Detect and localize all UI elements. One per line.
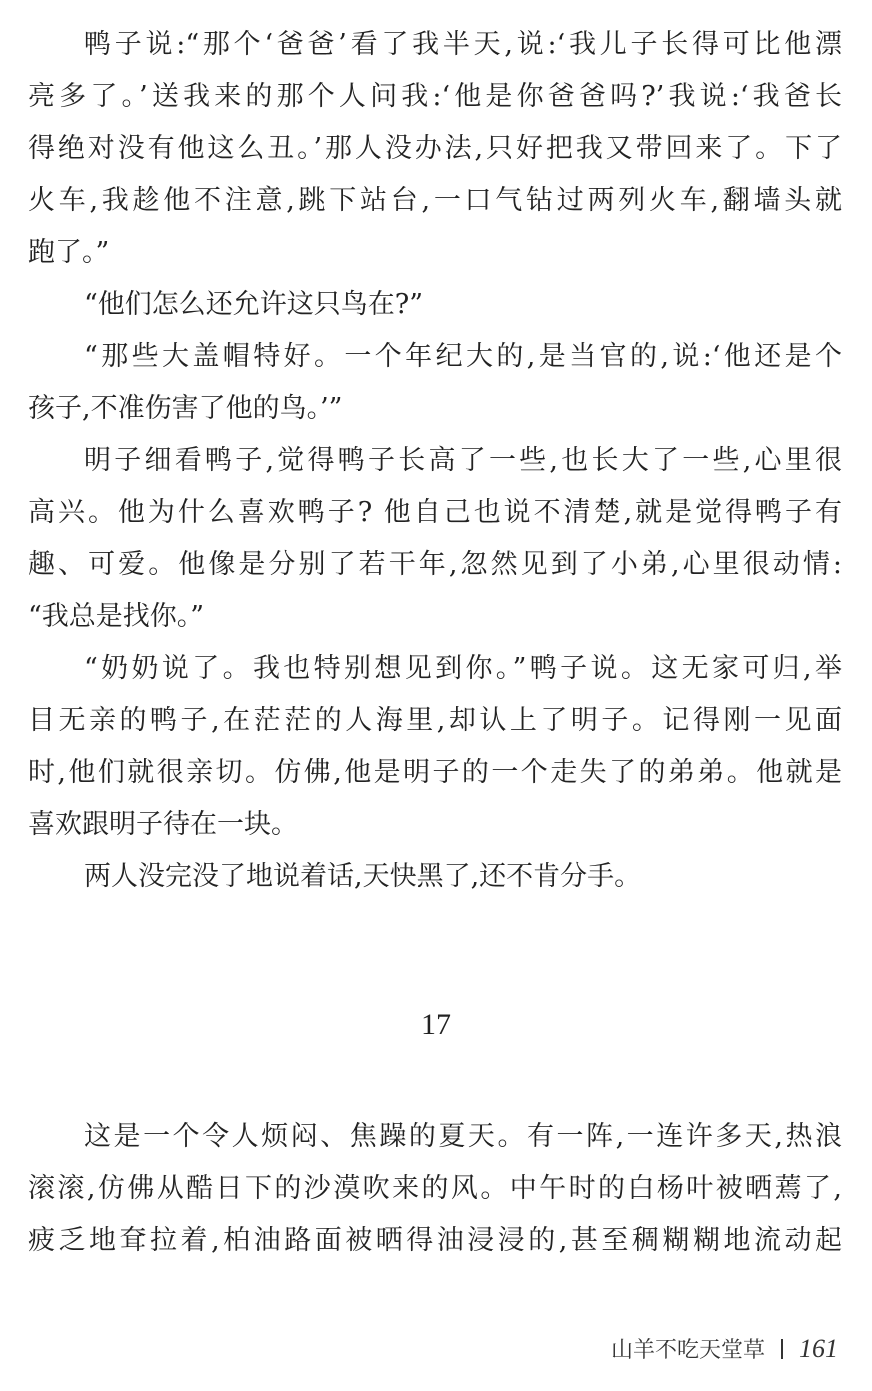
text-line: 喜欢跟明子待在一块。 xyxy=(28,809,298,840)
text-line: “那些大盖帽特好。一个年纪大的,是当官的,说:‘他还是个 xyxy=(84,341,842,372)
text-line: “我总是找你。” xyxy=(28,601,205,632)
text-line: 高兴。他为什么喜欢鸭子? 他自己也说不清楚,就是觉得鸭子有 xyxy=(28,497,842,528)
text-line: 两人没完没了地说着话,天快黑了,还不肯分手。 xyxy=(84,861,642,892)
text-line: 火车,我趁他不注意,跳下站台,一口气钻过两列火车,翻墙头就 xyxy=(28,185,842,216)
text-line: 亮多了。’送我来的那个人问我:‘他是你爸爸吗?’我说:‘我爸长 xyxy=(28,81,842,112)
text-line: “他们怎么还允许这只鸟在?” xyxy=(84,289,424,320)
text-line: 这是一个令人烦闷、焦躁的夏天。有一阵,一连许多天,热浪 xyxy=(84,1121,842,1152)
text-line: 孩子,不准伤害了他的鸟。’” xyxy=(28,393,343,424)
book-title: 山羊不吃天堂草 xyxy=(610,1338,765,1363)
text-line: 得绝对没有他这么丑。’那人没办法,只好把我又带回来了。下了 xyxy=(28,133,842,164)
text-line: 明子细看鸭子,觉得鸭子长高了一些,也长大了一些,心里很 xyxy=(84,445,842,476)
text-line: 时,他们就很亲切。仿佛,他是明子的一个走失了的弟弟。他就是 xyxy=(28,757,842,788)
text-line: 趣、可爱。他像是分别了若干年,忽然见到了小弟,心里很动情: xyxy=(28,549,842,580)
text-line: “奶奶说了。我也特别想见到你。”鸭子说。这无家可归,举 xyxy=(84,653,842,684)
text-line: 跑了。” xyxy=(28,237,110,268)
text-line: 疲乏地耷拉着,柏油路面被晒得油浸浸的,甚至稠糊糊地流动起 xyxy=(28,1225,842,1256)
text-line: 鸭子说:“那个‘爸爸’看了我半天,说:‘我儿子长得可比他漂 xyxy=(84,29,842,60)
chapter-number: 17 xyxy=(421,1008,451,1041)
text-line: 滚滚,仿佛从酷日下的沙漠吹来的风。中午时的白杨叶被晒蔫了, xyxy=(28,1173,842,1204)
text-line: 目无亲的鸭子,在茫茫的人海里,却认上了明子。记得刚一见面 xyxy=(28,705,842,736)
page-footer xyxy=(611,1333,838,1364)
footer-divider xyxy=(781,1339,783,1359)
page-number: 161 xyxy=(799,1333,838,1363)
